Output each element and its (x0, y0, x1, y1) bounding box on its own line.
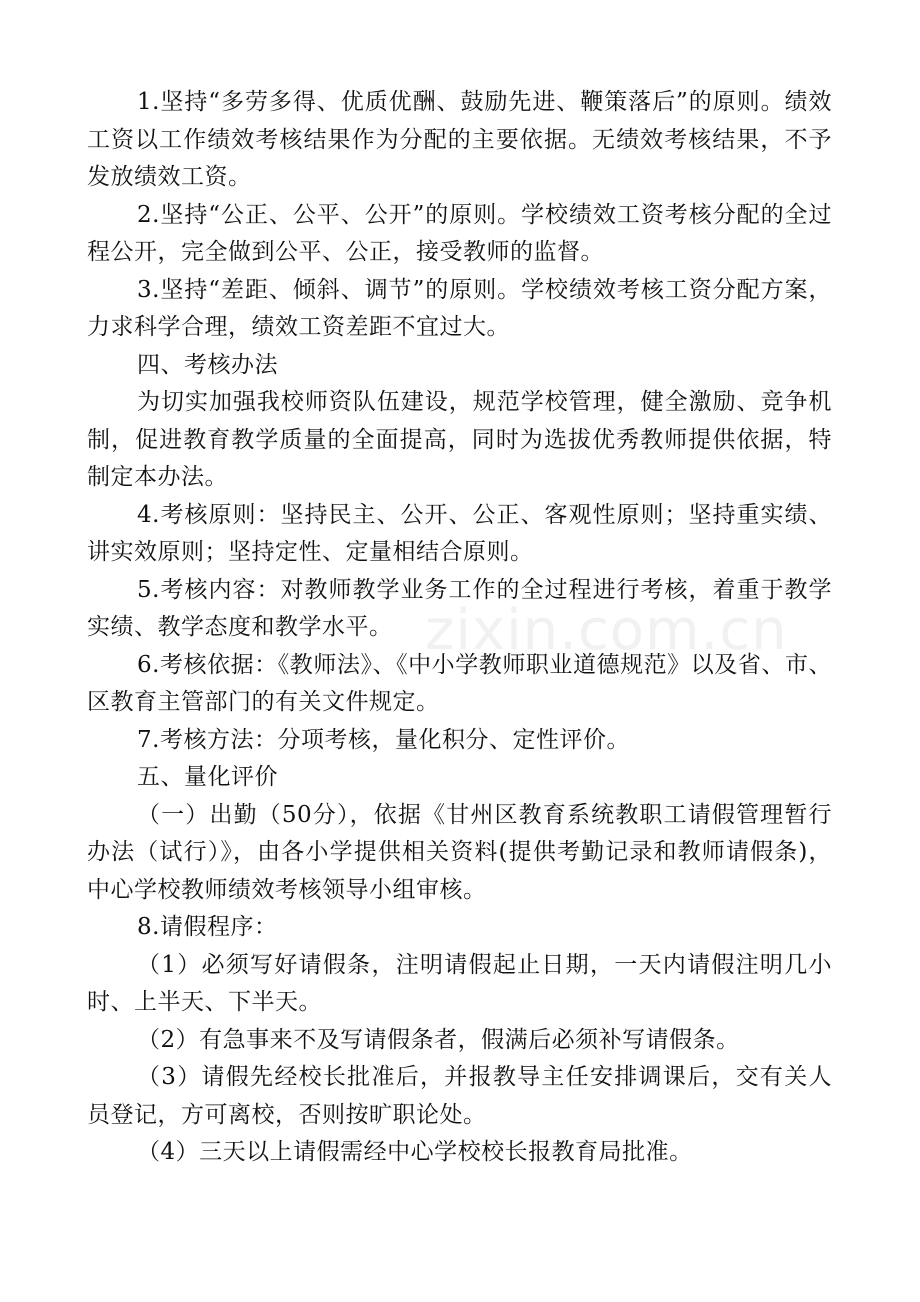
paragraph: （3）请假先经校长批准后，并报教导主任安排调课后，交有关人员登记，方可离校，否则按旷职论处。 (87, 1064, 832, 1128)
section-heading: 五、量化评价 (137, 764, 278, 790)
paragraph: 4.考核原则：坚持民主、公开、公正、客观性原则；坚持重实绩、讲实效原则；坚持定性、定量相结合原则。 (87, 501, 832, 565)
paragraph: 8.请假程序： (137, 914, 278, 940)
watermark: zixin.com.cn (425, 598, 788, 663)
document-body (87, 84, 832, 1172)
paragraph: 5.考核内容：对教师教学业务工作的全过程进行考核，着重于教学实绩、教学态度和教学水平。 (87, 576, 832, 640)
paragraph: （4）三天以上请假需经中心学校校长报教育局批准。 (137, 1139, 693, 1165)
paragraph: （一）出勤（50分），依据《甘州区教育系统教职工请假管理暂行办法（试行）》，由各小学提供相关资料(提供考勤记录和教师请假条)，中心学校教师绩效考核领导小组审核。 (87, 801, 832, 903)
paragraph: 7.考核方法：分项考核，量化积分、定性评价。 (137, 726, 630, 753)
paragraph: 6.考核依据：《教师法》、《中小学教师职业道德规范》以及省、市、区教育主管部门的有关文件规定。 (87, 651, 832, 715)
paragraph: （1）必须写好请假条，注明请假起止日期，一天内请假注明几小时、上半天、下半天。 (87, 951, 832, 1015)
paragraph: 3.坚持“差距、倾斜、调节”的原则。学校绩效考核工资分配方案，力求科学合理，绩效工资差距不宜过大。 (87, 276, 832, 340)
paragraph: （2）有急事来不及写请假条者，假满后必须补写请假条。 (137, 1026, 740, 1053)
paragraph: 2.坚持“公正、公平、公开”的原则。学校绩效工资考核分配的全过程公开，完全做到公平、公正，接受教师的监督。 (87, 201, 832, 265)
section-heading: 四、考核办法 (137, 351, 278, 378)
paragraph: 为切实加强我校师资队伍建设，规范学校管理，健全激励、竞争机制，促进教育教学质量的全面提高，同时为选拔优秀教师提供依据，特制定本办法。 (87, 389, 832, 490)
paragraph: 1.坚持“多劳多得、优质优酬、鼓励先进、鞭策落后”的原则。绩效工资以工作绩效考核结果作为分配的主要依据。无绩效考核结果，不予发放绩效工资。 (87, 89, 832, 190)
